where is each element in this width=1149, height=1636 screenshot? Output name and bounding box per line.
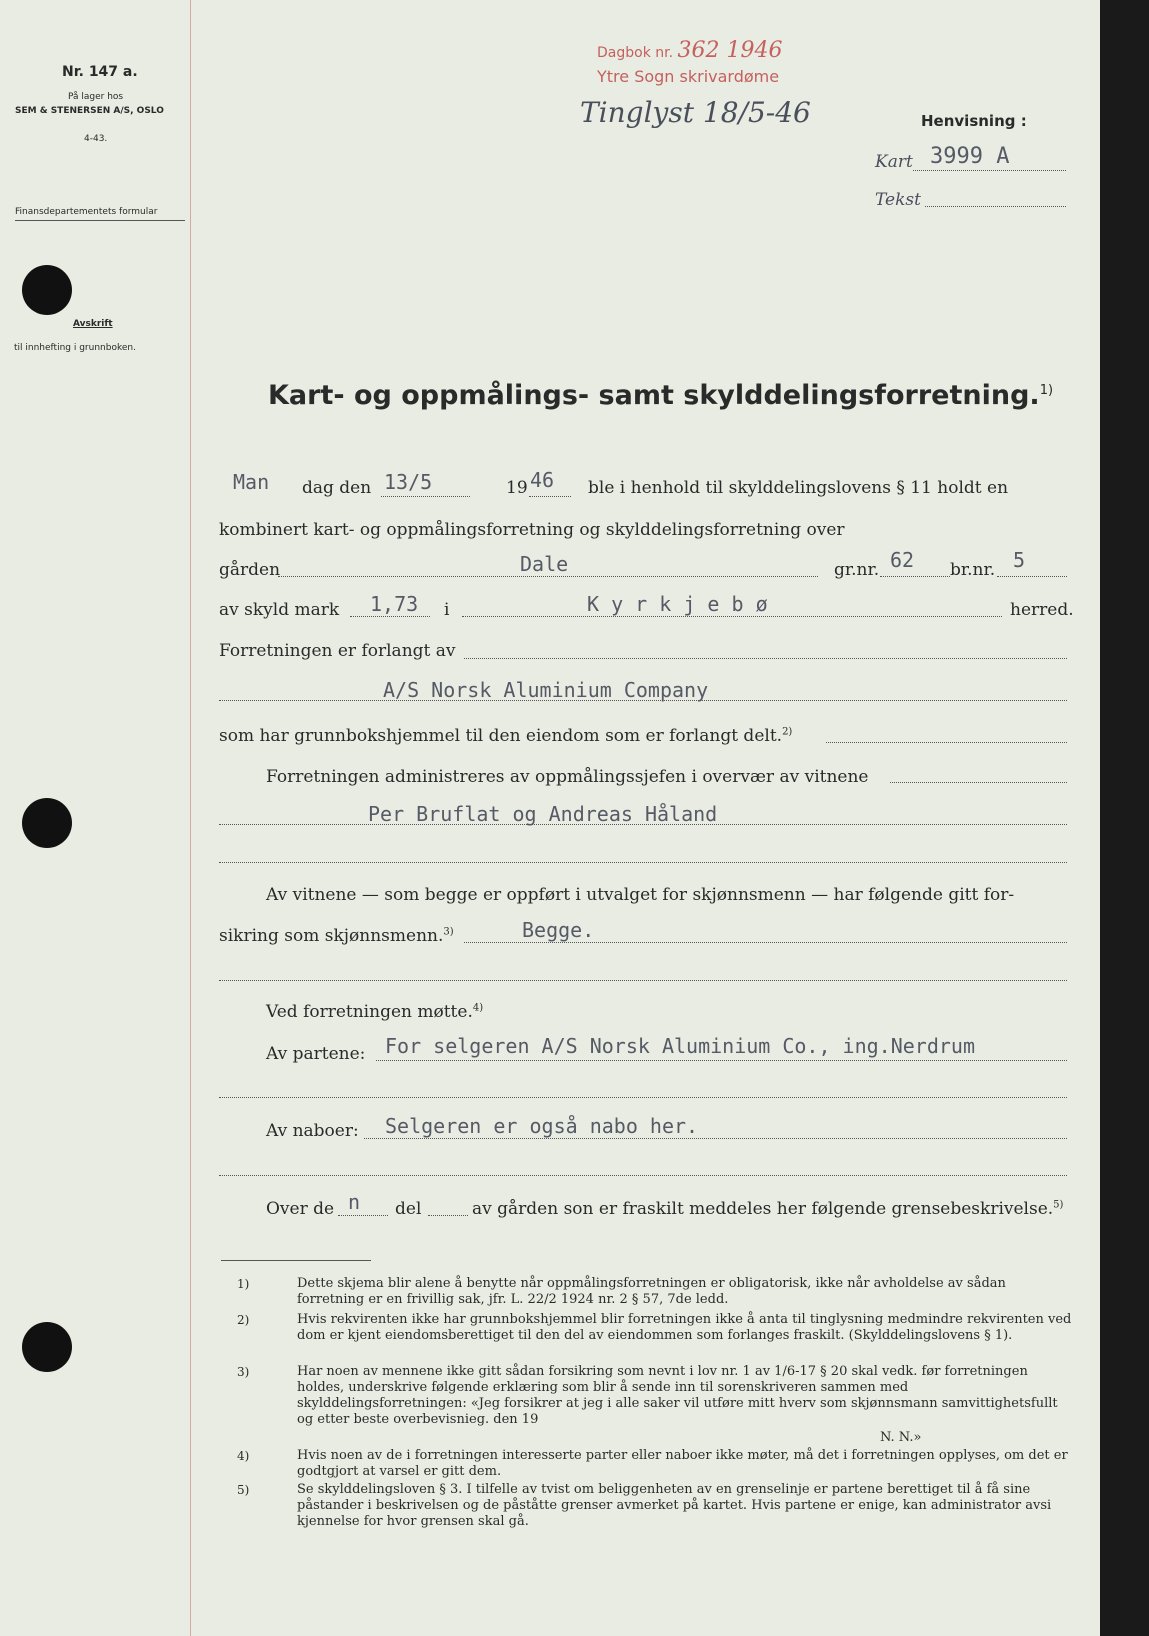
line2: kombinert kart- og oppmålingsforretning og skylddelingsforretning over xyxy=(219,520,845,540)
publisher-line1: På lager hos xyxy=(68,92,124,102)
footnote-3-text: Har noen av mennene ikke gitt sådan forsikring som nevnt i lov nr. 1 av 1/6-17 § 20 skal vedk. før forretningen holdes, underskrive følgende erklæring som blir å sende inn til sorenskriveren sammen med skylddelingsforretningen: «Jeg forsikrer at jeg i alle saker vil utføre mitt hverv som skjønnsmann samvittighetsfullt og etter beste overbevisnieg. den 19 xyxy=(297,1364,1058,1427)
witness-insurance-value: Begge. xyxy=(522,918,595,942)
skyld-i: i xyxy=(444,600,450,620)
herred-value: K y r k j e b ø xyxy=(587,592,768,616)
footnote-signature-text: N. N.» xyxy=(880,1430,922,1445)
tekst-line xyxy=(925,206,1066,207)
herred-line xyxy=(462,616,1002,617)
footnote-3-num: 3) xyxy=(237,1365,250,1379)
footnote-2-num: 2) xyxy=(237,1313,250,1327)
neighbours-label: Av naboer: xyxy=(266,1121,359,1141)
diary-stamp xyxy=(597,38,783,63)
brnr-line xyxy=(997,576,1067,577)
publisher-line2: SEM & STENERSEN A/S, OSLO xyxy=(15,106,164,116)
year-value: 46 xyxy=(530,468,555,492)
footnote-4-text: Hvis noen av de i forretningen interesserte parter eller naboer ikke møter, må det i forretningen opplyses, om det er godtgjort at varsel er gitt dem. xyxy=(297,1448,1068,1479)
diary-stamp-label: Dagbok nr. xyxy=(597,45,674,61)
del-label: del xyxy=(395,1199,422,1219)
skyld-value: 1,73 xyxy=(370,592,419,616)
grunnbok-note: 2) xyxy=(782,726,793,738)
parties-line xyxy=(376,1060,1067,1061)
grunnbok-text: som har grunnbokshjemmel til den eiendom som er forlangt delt. xyxy=(219,726,783,746)
date-line xyxy=(381,496,470,497)
witness-insurance-1: Av vitnene — som begge er oppført i utvalget for skjønnsmenn — har følgende gitt for- xyxy=(266,885,1015,905)
admin-line: Forretningen administreres av oppmålingssjefen i overvær av vitnene xyxy=(266,767,869,787)
parties-line-2 xyxy=(219,1097,1067,1098)
skyld-label: av skyld mark xyxy=(219,600,340,620)
over-value: n xyxy=(348,1190,361,1214)
footnote-4-num: 4) xyxy=(237,1449,250,1463)
grnr-line xyxy=(880,576,950,577)
footnote-rule xyxy=(221,1260,371,1261)
requested-line-2 xyxy=(219,700,1067,701)
publisher-date: 4-43. xyxy=(84,134,108,144)
grnr-value: 62 xyxy=(890,548,915,572)
copy-label: Avskrift xyxy=(73,319,113,329)
garden-label: gården xyxy=(219,560,281,580)
requested-value: A/S Norsk Aluminium Company xyxy=(383,678,709,702)
parties-value: For selgeren A/S Norsk Aluminium Co., ing.Nerdrum xyxy=(385,1034,976,1058)
kart-label: Kart xyxy=(875,152,913,172)
del-line xyxy=(428,1215,468,1216)
witness-insurance-2-text: sikring som skjønnsmenn. xyxy=(219,926,444,946)
brnr-value: 5 xyxy=(1013,548,1026,572)
punch-hole xyxy=(22,798,72,848)
page-title xyxy=(268,380,1053,411)
garden-line xyxy=(278,576,818,577)
department-label: Finansdepartementets formular xyxy=(15,207,158,217)
tekst-label: Tekst xyxy=(875,190,921,210)
reference-heading: Henvisning : xyxy=(921,112,1027,130)
neighbours-line xyxy=(364,1138,1067,1139)
diary-stamp-number: 362 1946 xyxy=(677,38,783,63)
boundary-line xyxy=(472,1199,1063,1219)
footnote-5-num: 5) xyxy=(237,1483,250,1497)
kart-value: 3999 A xyxy=(930,144,1010,169)
witnesses-line-2 xyxy=(219,862,1067,863)
attended-text: Ved forretningen møtte. xyxy=(266,1002,473,1022)
line1-c: ble i henhold til skylddelingslovens § 11 holdt en xyxy=(588,478,1009,498)
footnote-1-text: Dette skjema blir alene å benytte når oppmålingsforretningen er obligatorisk, ikke når avholdelse av sådan forretning er en frivillig sak, jfr. L. 22/2 1924 nr. 2 § 57, 7de ledd. xyxy=(297,1276,1006,1307)
page-title-note: 1) xyxy=(1039,383,1054,398)
skyld-line xyxy=(350,616,430,617)
boundary-text: av gården son er fraskilt meddeles her følgende grensebeskrivelse. xyxy=(472,1199,1054,1219)
copy-sub: til innhefting i grunnboken. xyxy=(14,343,136,353)
attended-note: 4) xyxy=(472,1002,484,1014)
witness-insurance-2 xyxy=(219,926,454,946)
over-line xyxy=(338,1215,388,1216)
footnote-5-text: Se skylddelingsloven § 3. I tilfelle av tvist om beliggenheten av en grenselinje er partene berettiget til å få sine påstander i beskrivelsen og de påståtte grenser avmerket på kartet. Hvis partene er enige, kan administrator avsi kjennelse for hvor grensen skal gå. xyxy=(297,1482,1052,1529)
registry-stamp: Ytre Sogn skrivardøme xyxy=(597,67,780,86)
herred-label: herred. xyxy=(1010,600,1074,620)
witness-insurance-note: 3) xyxy=(443,926,454,938)
requested-label: Forretningen er forlangt av xyxy=(219,641,456,661)
footnotes xyxy=(0,1276,1100,1536)
admin-dots xyxy=(890,782,1067,783)
department-rule xyxy=(15,220,185,221)
neighbours-line-2 xyxy=(219,1175,1067,1176)
year-line xyxy=(529,496,571,497)
line1-b: 19 xyxy=(506,478,528,498)
witness-insurance-dots xyxy=(464,942,1067,943)
form-number: Nr. 147 a. xyxy=(62,64,138,80)
day-value: Man xyxy=(233,470,270,494)
date-value: 13/5 xyxy=(384,470,433,494)
requested-line xyxy=(464,658,1067,659)
garden-value: Dale xyxy=(520,552,569,576)
footnote-2-text: Hvis rekvirenten ikke har grunnbokshjemmel blir forretningen ikke å anta til tinglysning medmindre rekvirenten ved dom er kjent eiendomsberettiget til den del av eiendommen som forlanges fraskilt. (Skylddelingslovens § 1). xyxy=(297,1312,1072,1343)
boundary-note: 5) xyxy=(1053,1199,1064,1211)
grunnbok-line xyxy=(219,726,792,746)
kart-line xyxy=(913,170,1066,171)
line1-a: dag den xyxy=(302,478,372,498)
registration-handwriting: Tinglyst 18/5-46 xyxy=(580,96,811,129)
parties-label: Av partene: xyxy=(266,1044,366,1064)
page-title-text: Kart- og oppmålings- samt skylddelingsforretning. xyxy=(268,380,1040,411)
grnr-label: gr.nr. xyxy=(834,560,880,580)
witnesses-line xyxy=(219,824,1067,825)
footnote-1-num: 1) xyxy=(237,1277,250,1291)
brnr-label: br.nr. xyxy=(950,560,996,580)
over-label: Over de xyxy=(266,1199,335,1219)
attended-line xyxy=(266,1002,483,1022)
witness-insurance-line-2 xyxy=(219,980,1067,981)
footnote-signature xyxy=(880,1430,921,1446)
grunnbok-dots xyxy=(826,742,1067,743)
punch-hole xyxy=(22,265,72,315)
witnesses-value: Per Bruflat og Andreas Håland xyxy=(368,802,718,826)
neighbours-value: Selgeren er også nabo her. xyxy=(385,1114,699,1138)
